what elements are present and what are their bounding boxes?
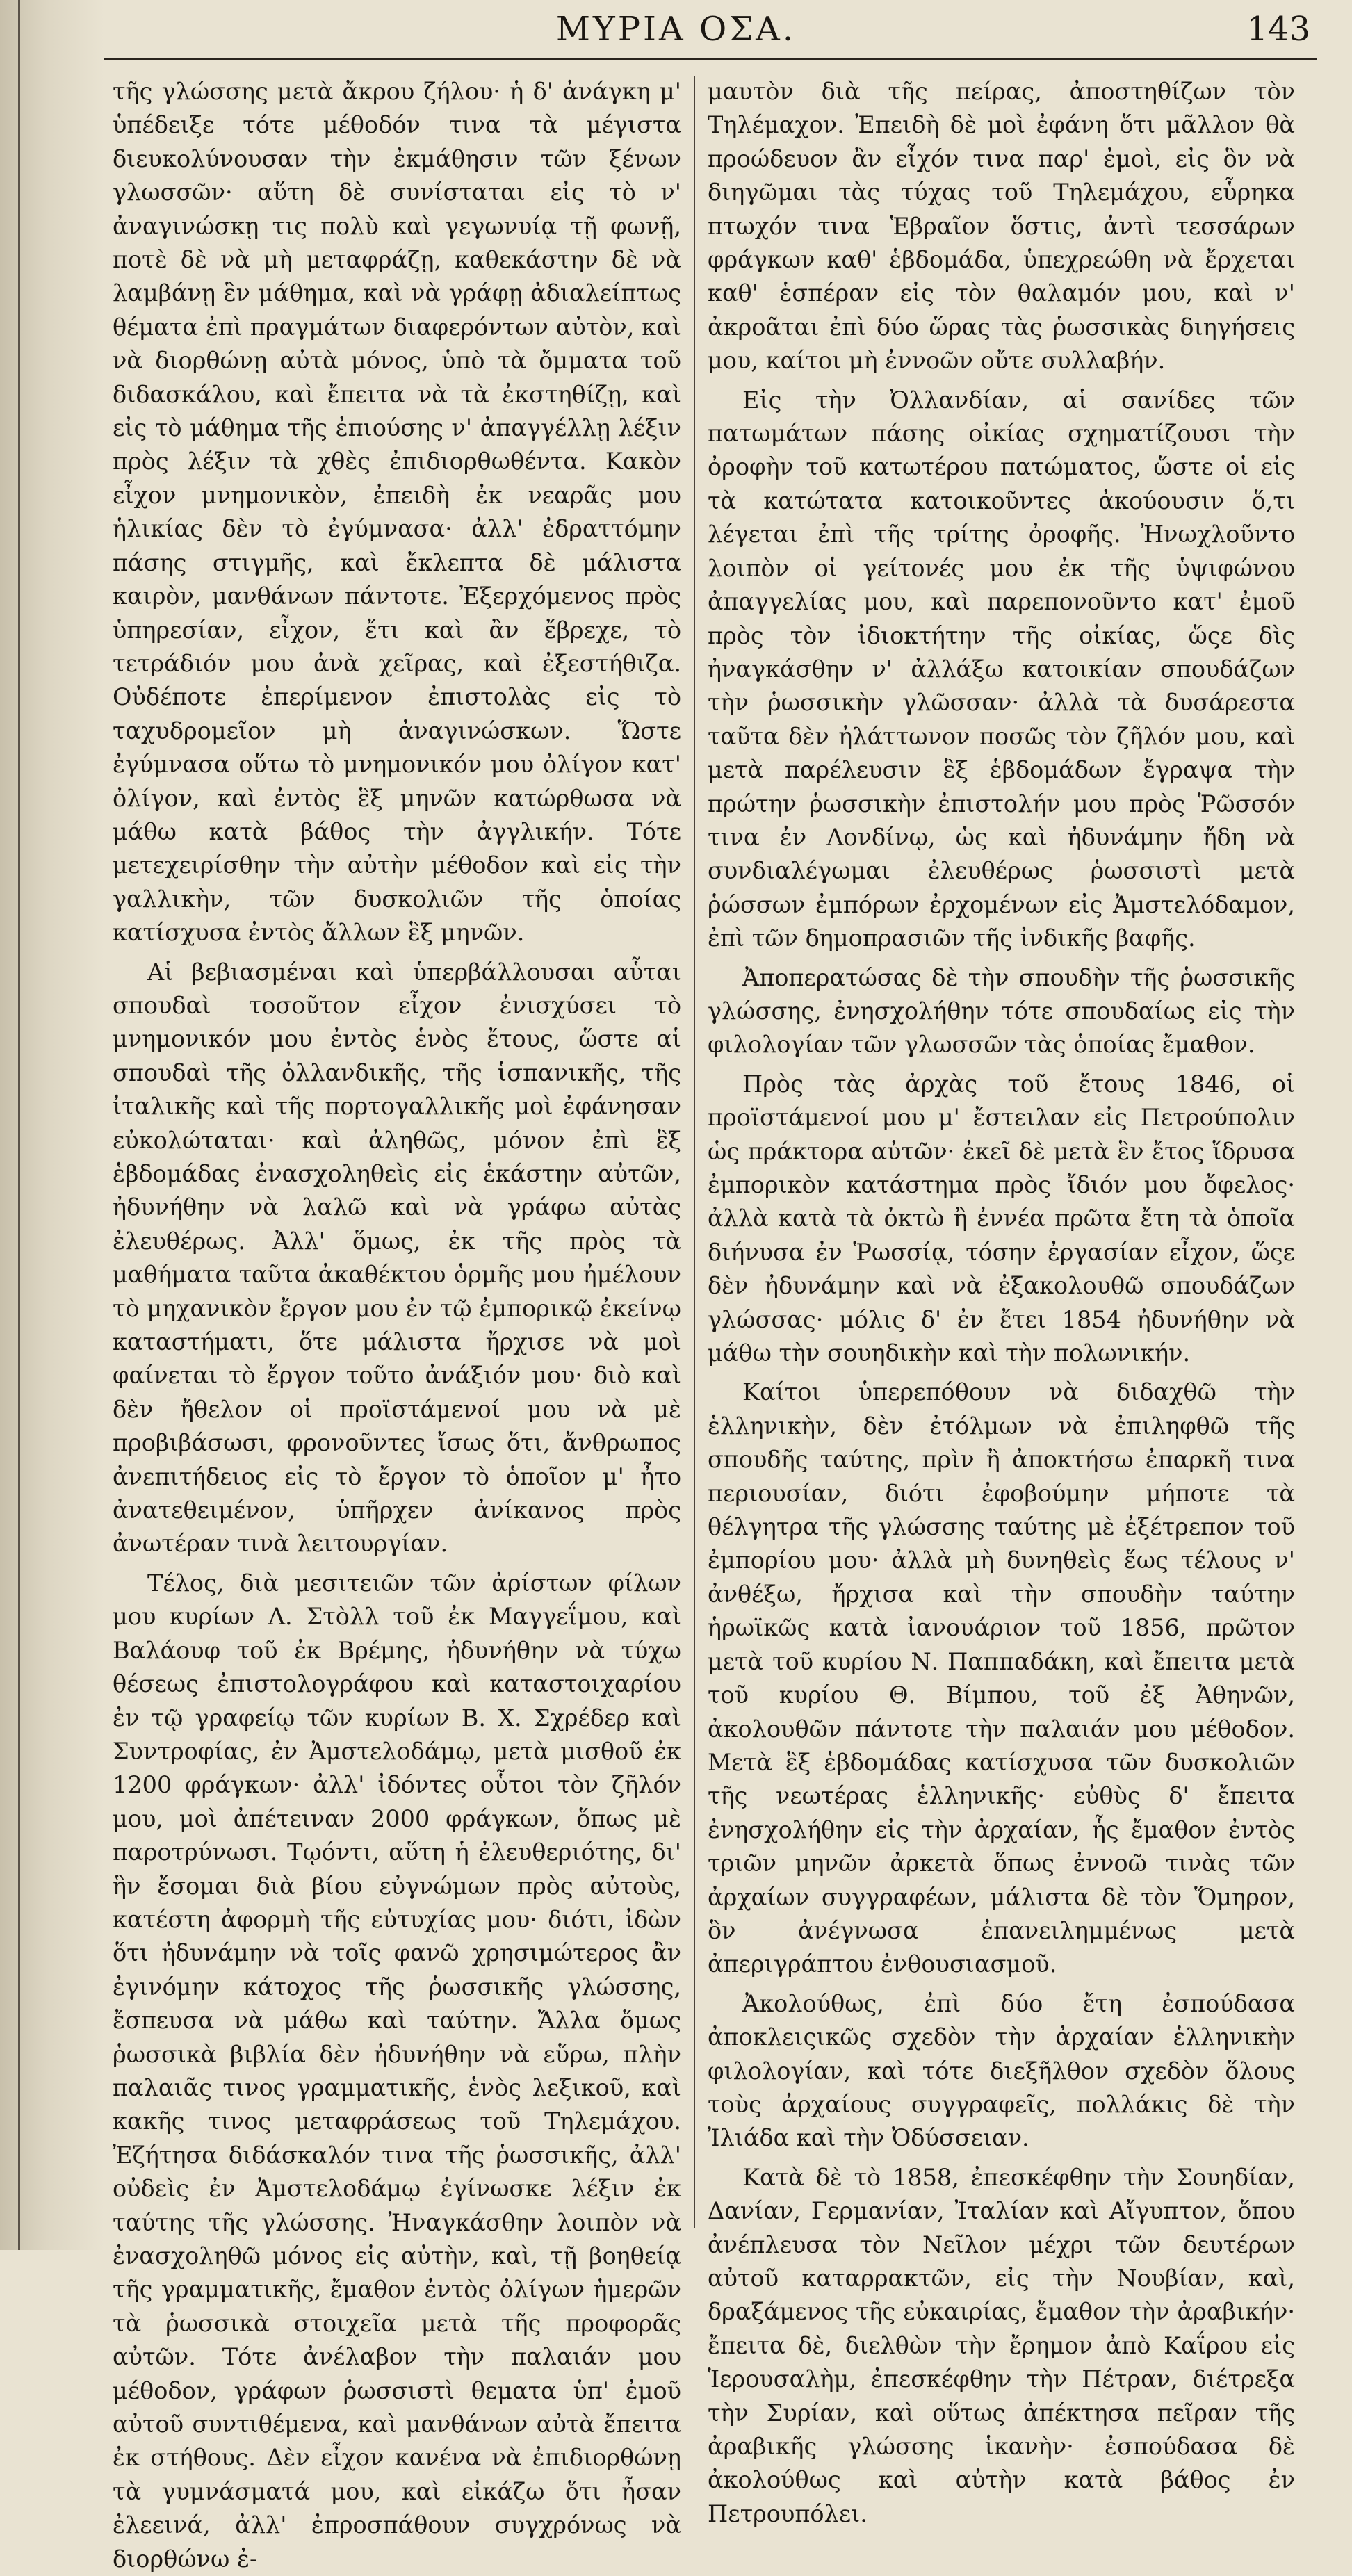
right-paragraph-4: Πρὸς τὰς ἀρχὰς τοῦ ἔτους 1846, οἱ προϊστάμενοί μου μ' ἔστειλαν εἰς Πετρούπολιν ὡς πράκτορα αὐτῶν· ἐκεῖ δὲ μετὰ ἓν ἔτος ἵδρυσα ἐμπορικὸν κατάστημα πρὸς ἴδιόν μου ὄφελος· ἀλλὰ κατὰ τὰ ὀκτὼ ἢ ἐννέα πρῶτα ἔτη τὰ ὁποῖα διήνυσα ἐν Ῥωσσίᾳ, τόσην ἐργασίαν εἶχον, ὥςε δὲν ἠδυνάμην καὶ νὰ ἐξακολουθῶ σπουδάζων γλώσσας· μόλις δ' ἐν ἔτει 1854 ἠδυνήθην νὰ μάθω τὴν σουηδικὴν καὶ τὴν πολωνικήν. [708,1070,1295,1367]
column-divider [694,76,695,2228]
facing-page-edge [18,0,20,2250]
right-paragraph-7: Κατὰ δὲ τὸ 1858, ἐπεσκέφθην τὴν Σουηδίαν, Δανίαν, Γερμανίαν, Ἰταλίαν καὶ Αἴγυπτον, ὅπου ἀνέπλευσα τὸν Νεῖλον μέχρι τῶν δευτέρων αὐτοῦ καταρρακτῶν, εἰς τὴν Νουβίαν, καὶ, δραξάμενος τῆς εὐκαιρίας, ἔμαθον τὴν ἀραβικήν· ἔπειτα δὲ, διελθὼν τὴν ἔρημον ἀπὸ Καΐρου εἰς Ἱερουσαλὴμ, ἐπεσκέφθην τὴν Πέτραν, διέτρεξα τὴν Συρίαν, καὶ οὕτως ἀπέκτησα πεῖραν τῆς ἀραβικῆς γλώσσης ἱκανὴν· ἐσπούδασα δὲ ἀκολούθως καὶ αὐτὴν κατὰ βάθος ἐν Πετρουπόλει. [708,2163,1295,2527]
header-rule [104,58,1317,60]
right-paragraph-6: Ἀκολούθως, ἐπὶ δύο ἔτη ἐσπούδασα ἀποκλειςικῶς σχεδὸν τὴν ἀρχαίαν ἑλληνικὴν φιλολογίαν, καὶ τότε διεξῆλθον σχεδὸν ὅλους τοὺς ἀρχαίους συγγραφεῖς, πολλάκις δὲ τὴν Ἰλιάδα καὶ τὴν Ὀδύσσειαν. [708,1989,1295,2152]
right-column [708,75,1295,2527]
left-paragraph-2: Αἱ βεβιασμέναι καὶ ὑπερβάλλουσαι αὗται σπουδαὶ τοσοῦτον εἶχον ἐνισχύσει τὸ μνημονικόν μου ἐντὸς ἑνὸς ἔτους, ὥστε αἱ σπουδαὶ τῆς ὀλλανδικῆς, τῆς ἱσπανικῆς, τῆς ἰταλικῆς καὶ τῆς πορτογαλλικῆς μοὶ ἐφάνησαν εὐκολώταται· καὶ ἀληθῶς, μόνον ἐπὶ ἓξ ἑβδομάδας ἐνασχοληθεὶς εἰς ἑκάστην αὐτῶν, ἠδυνήθην νὰ λαλῶ καὶ νὰ γράφω αὐτὰς ἐλευθέρως. Ἀλλ' ὅμως, ἐκ τῆς πρὸς τὰ μαθήματα ταῦτα ἀκαθέκτου ὁρμῆς μου ἠμέλουν τὸ μηχανικὸν ἔργον μου ἐν τῷ ἐμπορικῷ ἐκείνῳ καταστήματι, ὅτε μάλιστα ἤρχισε νὰ μοὶ φαίνεται τὸ ἔργον τοῦτο ἀνάξιόν μου· διὸ καὶ δὲν ἤθελον οἱ προϊστάμενοί μου νὰ μὲ προβιβάσωσι, φρονοῦντες ἴσως ὅτι, ἄνθρωπος ἀνεπιτήδειος εἰς τὸ ἔργον τὸ ὁποῖον μ' ἦτο ἀνατεθειμένον, ὑπῆρχεν ἀνίκανος πρὸς ἀνωτέραν τινὰ λειτουργίαν. [113,958,681,1558]
right-paragraph-3: Ἀποπερατώσας δὲ τὴν σπουδὴν τῆς ῥωσσικῆς γλώσσης, ἐνησχολήθην τότε σπουδαίως εἰς τὴν φιλολογίαν τῶν γλωσσῶν τὰς ὁποίας ἔμαθον. [708,963,1295,1059]
right-paragraph-2: Εἰς τὴν Ὀλλανδίαν, αἱ σανίδες τῶν πατωμάτων πάσης οἰκίας σχηματίζουσι τὴν ὀροφὴν τοῦ κατωτέρου πατώματος, ὥστε οἱ εἰς τὰ κατώτατα κατοικοῦντες ἀκούουσιν ὅ,τι λέγεται ἐπὶ τῆς τρίτης ὀροφῆς. Ἠνωχλοῦντο λοιπὸν οἱ γείτονές μου ἐκ τῆς ὑψιφώνου ἀπαγγελίας μου, καὶ παρεπονοῦντο κατ' ἐμοῦ πρὸς τὸν ἰδιοκτήτην τῆς οἰκίας, ὥςε δὶς ἠναγκάσθην ν' ἀλλάξω κατοικίαν σπουδάζων τὴν ῥωσσικὴν γλῶσσαν· ἀλλὰ τὰ δυσάρεστα ταῦτα δὲν ἠλάττωνον ποσῶς τὸν ζῆλόν μου, καὶ μετὰ παρέλευσιν ἓξ ἑβδομάδων ἔγραψα τὴν πρώτην ῥωσσικὴν ἐπιστολήν μου πρὸς Ῥῶσσόν τινα ἐν Λονδίνῳ, ὡς καὶ ἠδυνάμην ἤδη νὰ συνδιαλέγωμαι ἐλευθέρως ῥωσσιστὶ μετὰ ῥώσσων ἐμπόρων ἐρχομένων εἰς Ἀμστελόδαμον, ἐπὶ τῶν δημοπρασιῶν τῆς ἰνδικῆς βαφῆς. [708,386,1295,952]
page-number: 143 [1246,10,1310,49]
right-paragraph-1: μαυτὸν διὰ τῆς πείρας, ἀποστηθίζων τὸν Τηλέμαχον. Ἐπειδὴ δὲ μοὶ ἐφάνη ὅτι μᾶλλον θὰ προώδευον ἂν εἶχόν τινα παρ' ἐμοὶ, εἰς ὃν νὰ διηγῶμαι τὰς τύχας τοῦ Τηλεμάχου, εὗρηκα πτωχόν τινα Ἑβραῖον ὅστις, ἀντὶ τεσσάρων φράγκων καθ' ἑβδομάδα, ὑπεχρεώθη νὰ ἔρχεται καθ' ἑσπέραν εἰς τὸν θαλαμόν μου, καὶ ν' ἀκροᾶται ἐπὶ δύο ὥρας τὰς ῥωσσικὰς διηγήσεις μου, καίτοι μὴ ἐννοῶν οὔτε συλλαβήν. [708,78,1295,375]
running-title: ΜΥΡΙΑ ΟΣΑ. [555,10,797,49]
left-paragraph-3: Τέλος, διὰ μεσιτειῶν τῶν ἀρίστων φίλων μου κυρίων Λ. Στὸλλ τοῦ ἐκ Μαγγεΐμου, καὶ Βαλάουφ τοῦ ἐκ Βρέμης, ἠδυνήθην νὰ τύχω θέσεως ἐπιστολογράφου καὶ καταστοιχαρίου ἐν τῷ γραφείῳ τῶν κυρίων Β. Χ. Σχρέδερ καὶ Συντροφίας, ἐν Ἀμστελοδάμῳ, μετὰ μισθοῦ ἐκ 1200 φράγκων· ἀλλ' ἰδόντες οὗτοι τὸν ζῆλόν μου, μοὶ ἀπέτειναν 2000 φράγκων, ὅπως μὲ παροτρύνωσι. Τῳόντι, αὕτη ἡ ἐλευθεριότης, δι' ἣν ἔσομαι διὰ βίου εὐγνώμων πρὸς αὐτοὺς, κατέστη ἀφορμὴ τῆς εὐτυχίας μου· διότι, ἰδὼν ὅτι ἠδυνάμην νὰ τοῖς φανῶ χρησιμώτερος ἂν ἐγινόμην κάτοχος τῆς ῥωσσικῆς γλώσσης, ἔσπευσα νὰ μάθω καὶ ταύτην. Ἄλλα ὅμως ῥωσσικὰ βιβλία δὲν ἠδυνήθην νὰ εὕρω, πλὴν παλαιᾶς τινος γραμματικῆς, ἑνὸς λεξικοῦ, καὶ κακῆς τινος μεταφράσεως τοῦ Τηλεμάχου. Ἐζήτησα διδάσκαλόν τινα τῆς ῥωσσικῆς, ἀλλ' οὐδεὶς ἐν Ἀμστελοδάμῳ ἐγίνωσκε λέξιν ἐκ ταύτης τῆς γλώσσης. Ἠναγκάσθην λοιπὸν νὰ ἐνασχοληθῶ μόνος εἰς αὐτὴν, καὶ, τῇ βοηθείᾳ τῆς γραμματικῆς, ἔμαθον ἐντὸς ὀλίγων ἡμερῶν τὰ ῥωσσικὰ στοιχεῖα μετὰ τῆς προφορᾶς αὐτῶν. Τότε ἀνέλαβον τὴν παλαιάν μου μέθοδον, γράφων ῥωσσιστὶ θεματα ὑπ' ἐμοῦ αὐτοῦ συντιθέμενα, καὶ μανθάνων αὐτὰ ἔπειτα ἐκ στήθους. Δὲν εἶχον κανένα νὰ ἐπιδιορθώνῃ τὰ γυμνάσματά μου, καὶ εἰκάζω ὅτι ἦσαν ἐλεεινά, ἀλλ' ἐπροσπάθουν συγχρόνως νὰ διορθώνω ἐ- [113,1569,681,2573]
left-paragraph-1: τῆς γλώσσης μετὰ ἄκρου ζήλου· ἡ δ' ἀνάγκη μ' ὑπέδειξε τότε μέθοδόν τινα τὰ μέγιστα διευκολύνουσαν τὴν ἐκμάθησιν τῶν ξένων γλωσσῶν· αὕτη δὲ συνίσταται εἰς τὸ ν' ἀναγινώσκῃ τις πολὺ καὶ γεγωνυίᾳ τῇ φωνῇ, ποτὲ δὲ νὰ μὴ μεταφράζῃ, καθεκάστην δὲ νὰ λαμβάνῃ ἓν μάθημα, καὶ νὰ γράφῃ ἀδιαλείπτως θέματα ἐπὶ πραγμάτων διαφερόντων αὐτὸν, καὶ νὰ διορθώνῃ αὐτὰ μόνος, ὑπὸ τὰ ὄμματα τοῦ διδασκάλου, καὶ ἔπειτα νὰ τὰ ἐκστηθίζῃ, καὶ εἰς τὸ μάθημα τῆς ἐπιούσης ν' ἀπαγγέλλῃ λέξιν πρὸς λέξιν τὰ χθὲς ἐπιδιορθωθέντα. Κακὸν εἶχον μνημονικὸν, ἐπειδὴ ἐκ νεαρᾶς μου ἡλικίας δὲν τὸ ἐγύμνασα· ἀλλ' ἐδραττόμην πάσης στιγμῆς, καὶ ἔκλεπτα δὲ μάλιστα καιρὸν, μανθάνων πάντοτε. Ἐξερχόμενος πρὸς ὑπηρεσίαν, εἶχον, ἔτι καὶ ἂν ἔβρεχε, τὸ τετράδιόν μου ἀνὰ χεῖρας, καὶ ἐξεστήθιζα. Οὐδέποτε ἐπερίμενον ἐπιστολὰς εἰς τὸ ταχυδρομεῖον μὴ ἀναγινώσκων. Ὥστε ἐγύμνασα οὕτω τὸ μνημονικόν μου ὀλίγον κατ' ὀλίγον, καὶ ἐντὸς ἓξ μηνῶν κατώρθωσα νὰ μάθω κατὰ βάθος τὴν ἀγγλικήν. Τότε μετεχειρίσθην τὴν αὐτὴν μέθοδον καὶ εἰς τὴν γαλλικὴν, τῶν δυσκολιῶν τῆς ὁποίας κατίσχυσα ἐντὸς ἄλλων ἓξ μηνῶν. [113,78,681,947]
left-column [113,75,681,2573]
right-paragraph-5: Καίτοι ὑπερεπόθουν νὰ διδαχθῶ τὴν ἑλληνικὴν, δὲν ἐτόλμων νὰ ἐπιληφθῶ τῆς σπουδῆς ταύτης, πρὶν ἢ ἀποκτήσω ἐπαρκῆ τινα περιουσίαν, διότι ἐφοβούμην μήποτε τὰ θέλγητρα τῆς γλώσσης ταύτης μὲ ἐξέτρεπον τοῦ ἐμπορίου μου· ἀλλὰ μὴ δυνηθεὶς ἕως τέλους ν' ἀνθέξω, ἤρχισα καὶ τὴν σπουδὴν ταύτην ἡρωϊκῶς κατὰ ἰανουάριον τοῦ 1856, πρῶτον μετὰ τοῦ κυρίου Ν. Παππαδάκη, καὶ ἔπειτα μετὰ τοῦ κυρίου Θ. Βίμπου, τοῦ ἐξ Ἀθηνῶν, ἀκολουθῶν πάντοτε τὴν παλαιάν μου μέθοδον. Μετὰ ἓξ ἑβδομάδας κατίσχυσα τῶν δυσκολιῶν τῆς νεωτέρας ἑλληνικῆς· εὐθὺς δ' ἔπειτα ἐνησχολήθην εἰς τὴν ἀρχαίαν, ἧς ἔμαθον ἐντὸς τριῶν μηνῶν ἀρκετὰ ὅπως ἐννοῶ τινὰς τῶν ἀρχαίων συγγραφέων, μάλιστα δὲ τὸν Ὅμηρον, ὃν ἀνέγνωσα ἐπανειλημμένως μετὰ ἀπεριγράπτου ἐνθουσιασμοῦ. [708,1378,1295,1978]
facing-page-gutter [0,0,104,2250]
